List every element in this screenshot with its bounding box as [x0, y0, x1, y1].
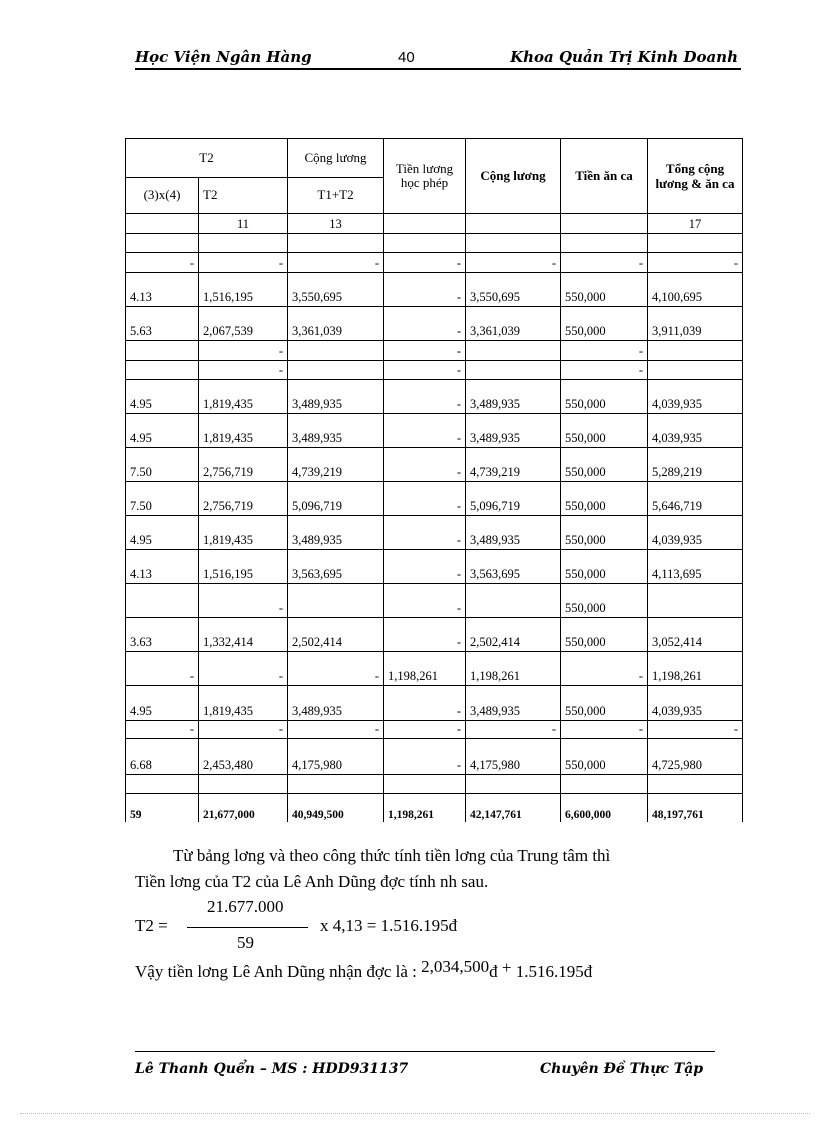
table-row	[126, 414, 743, 448]
table-cell: 5.63	[126, 307, 199, 341]
table-cell: -	[466, 253, 561, 273]
table-cell: 3,361,039	[466, 307, 561, 341]
table-cell: -	[648, 721, 743, 739]
table-cell: -	[384, 341, 466, 361]
table-cell: 17	[648, 214, 743, 234]
table-cell	[466, 214, 561, 234]
table-cell: 4,739,219	[288, 448, 384, 482]
table-cell: 550,000	[561, 618, 648, 652]
table-cell: 3,052,414	[648, 618, 743, 652]
table-cell: 59	[126, 794, 199, 822]
table-cell: 3,563,695	[466, 550, 561, 584]
table-cell	[648, 234, 743, 253]
table-cell: -	[199, 341, 288, 361]
table-cell	[288, 234, 384, 253]
fraction-bar	[187, 927, 308, 928]
table-cell: -	[384, 448, 466, 482]
table-cell: 4,039,935	[648, 414, 743, 448]
table-cell	[126, 214, 199, 234]
header-tien-luong-hoc-phep: Tiền lương học phép	[384, 139, 466, 214]
table-cell: 4.95	[126, 380, 199, 414]
table-cell	[384, 214, 466, 234]
table-cell: 550,000	[561, 482, 648, 516]
table-cell: -	[384, 380, 466, 414]
table-cell: -	[384, 550, 466, 584]
table-cell	[126, 775, 199, 794]
table-cell: 13	[288, 214, 384, 234]
table-cell: 550,000	[561, 550, 648, 584]
table-cell: 4.95	[126, 414, 199, 448]
table-cell: 550,000	[561, 584, 648, 618]
table-cell: 4,039,935	[648, 686, 743, 721]
header-faculty: Khoa Quản Trị Kinh Doanh	[510, 48, 738, 66]
table-cell: 2,756,719	[199, 448, 288, 482]
table-cell: 4,039,935	[648, 516, 743, 550]
table-cell: -	[561, 341, 648, 361]
table-cell	[466, 775, 561, 794]
amount-1: 2,034,500	[421, 957, 490, 976]
formula-numerator: 21.677.000	[207, 897, 284, 916]
table-cell: -	[199, 584, 288, 618]
table-cell: 550,000	[561, 380, 648, 414]
table-cell: -	[384, 273, 466, 307]
table-cell: -	[384, 739, 466, 775]
table-row	[126, 721, 743, 739]
footer-author: Lê Thanh Quển – MS : HDD931137	[135, 1061, 409, 1077]
table-row	[126, 307, 743, 341]
table-cell: 40,949,500	[288, 794, 384, 822]
table-cell	[561, 234, 648, 253]
header-cong-luong-top: Cộng lương	[288, 139, 384, 178]
table-cell: 3,550,695	[466, 273, 561, 307]
table-cell: 5,289,219	[648, 448, 743, 482]
plus-sign: +	[501, 958, 512, 977]
table-row	[126, 584, 743, 618]
table-cell: 550,000	[561, 448, 648, 482]
header-institution: Học Viện Ngân Hàng	[135, 48, 312, 66]
table-cell: 1,198,261	[384, 652, 466, 686]
table-cell: 1,516,195	[199, 550, 288, 584]
table-cell	[199, 775, 288, 794]
table-cell: -	[561, 253, 648, 273]
table-cell: -	[384, 516, 466, 550]
amount-2: 1.516.195đ	[515, 962, 593, 981]
header-cong-luong: Cộng lương	[466, 139, 561, 214]
table-cell: -	[466, 721, 561, 739]
table-cell: 4.13	[126, 273, 199, 307]
table-cell: 2,756,719	[199, 482, 288, 516]
table-cell	[561, 214, 648, 234]
table-cell	[126, 234, 199, 253]
table-row	[126, 380, 743, 414]
table-cell: 1,198,261	[648, 652, 743, 686]
table-cell: -	[561, 721, 648, 739]
table-cell: 4.13	[126, 550, 199, 584]
table-cell	[466, 361, 561, 380]
table-cell: 550,000	[561, 739, 648, 775]
table-cell: -	[384, 253, 466, 273]
table-row	[126, 253, 743, 273]
page-number: 40	[398, 49, 415, 66]
table-cell: -	[384, 361, 466, 380]
total-row	[126, 794, 743, 822]
table-cell: 6,600,000	[561, 794, 648, 822]
header-t2-group: T2	[126, 139, 288, 178]
table-row	[126, 775, 743, 794]
table-cell: 550,000	[561, 307, 648, 341]
table-cell: 4,739,219	[466, 448, 561, 482]
dong-sign: đ	[489, 962, 498, 981]
footer-rule	[135, 1051, 715, 1052]
table-cell	[199, 234, 288, 253]
table-cell: 2,502,414	[466, 618, 561, 652]
paragraph-1: Từ bảng lơng và theo công thức tính tiền lơng của Trung tâm thì	[173, 846, 611, 865]
table-cell: -	[199, 721, 288, 739]
header-tien-an-ca: Tiền ăn ca	[561, 139, 648, 214]
formula-denominator: 59	[237, 933, 254, 952]
table-cell: 5,096,719	[288, 482, 384, 516]
table-cell	[466, 234, 561, 253]
table-row	[126, 234, 743, 253]
table-cell	[648, 341, 743, 361]
table-cell: -	[288, 253, 384, 273]
table-row	[126, 739, 743, 775]
table-cell: 1,516,195	[199, 273, 288, 307]
table-cell: 550,000	[561, 414, 648, 448]
page-edge	[20, 1113, 810, 1114]
salary-table	[125, 138, 743, 822]
table-cell: -	[384, 307, 466, 341]
table-cell	[126, 584, 199, 618]
table-cell: 4,175,980	[466, 739, 561, 775]
table-cell: -	[561, 361, 648, 380]
table-row	[126, 361, 743, 380]
table-cell	[648, 584, 743, 618]
table-cell	[466, 584, 561, 618]
table-cell: -	[384, 721, 466, 739]
header-rule	[135, 68, 741, 70]
table-cell	[561, 775, 648, 794]
table-cell: 4,175,980	[288, 739, 384, 775]
table-cell: 2,502,414	[288, 618, 384, 652]
table-cell: 3,489,935	[288, 414, 384, 448]
table-row	[126, 448, 743, 482]
table-cell: 1,819,435	[199, 686, 288, 721]
table-cell: -	[126, 253, 199, 273]
table-cell: 42,147,761	[466, 794, 561, 822]
table-cell	[648, 361, 743, 380]
table-cell	[288, 775, 384, 794]
table-cell: 550,000	[561, 273, 648, 307]
column-number-row	[126, 214, 743, 234]
table-row	[126, 273, 743, 307]
table-cell: -	[199, 361, 288, 380]
table-cell: 550,000	[561, 516, 648, 550]
table-cell	[288, 584, 384, 618]
table-cell: 3,489,935	[466, 686, 561, 721]
table-cell: 3,361,039	[288, 307, 384, 341]
table-cell: 1,198,261	[466, 652, 561, 686]
table-cell: 3,489,935	[466, 414, 561, 448]
paragraph-2: Tiền lơng của T2 của Lê Anh Dũng đợc tính nh sau.	[135, 872, 489, 891]
table-cell	[648, 775, 743, 794]
table-cell	[126, 341, 199, 361]
table-cell: 4,100,695	[648, 273, 743, 307]
table-cell	[384, 775, 466, 794]
table-cell	[466, 341, 561, 361]
table-cell: 5,096,719	[466, 482, 561, 516]
table-cell: -	[561, 652, 648, 686]
table-cell	[384, 234, 466, 253]
header-tong-cong: Tổng cộng lương & ăn ca	[648, 139, 743, 214]
table-cell: 11	[199, 214, 288, 234]
table-cell: -	[126, 721, 199, 739]
table-cell: 7.50	[126, 482, 199, 516]
table-cell: 1,332,414	[199, 618, 288, 652]
table-cell: -	[384, 686, 466, 721]
table-cell: -	[384, 482, 466, 516]
table-cell: 1,819,435	[199, 516, 288, 550]
table-cell: -	[199, 253, 288, 273]
table-cell: 3.63	[126, 618, 199, 652]
header-3x4: (3)x(4)	[126, 178, 199, 214]
paragraph-3-text: Vậy tiền lơng Lê Anh Dũng nhận đợc là :	[135, 962, 417, 981]
table-cell: 7.50	[126, 448, 199, 482]
table-cell	[126, 361, 199, 380]
table-row	[126, 482, 743, 516]
table-row	[126, 618, 743, 652]
table-cell: 3,489,935	[288, 380, 384, 414]
table-cell: 2,453,480	[199, 739, 288, 775]
table-cell: 1,198,261	[384, 794, 466, 822]
table-cell: -	[384, 584, 466, 618]
table-cell: -	[199, 652, 288, 686]
table-row	[126, 516, 743, 550]
table-cell: -	[288, 721, 384, 739]
table-cell: 3,489,935	[288, 686, 384, 721]
table-cell	[288, 361, 384, 380]
table-cell: 4,725,980	[648, 739, 743, 775]
formula-result: x 4,13 = 1.516.195đ	[320, 916, 458, 935]
table-cell: 2,067,539	[199, 307, 288, 341]
table-cell: 3,489,935	[466, 516, 561, 550]
header-t1t2: T1+T2	[288, 178, 384, 214]
table-cell: 4,039,935	[648, 380, 743, 414]
table-row	[126, 652, 743, 686]
table-cell: 48,197,761	[648, 794, 743, 822]
table-cell: -	[648, 253, 743, 273]
table-row	[126, 341, 743, 361]
table-cell: -	[126, 652, 199, 686]
table-cell: 1,819,435	[199, 380, 288, 414]
table-row	[126, 550, 743, 584]
table-cell: 21,677,000	[199, 794, 288, 822]
table-cell: 5,646,719	[648, 482, 743, 516]
table-cell	[288, 341, 384, 361]
table-cell: 3,489,935	[288, 516, 384, 550]
table-cell: 1,819,435	[199, 414, 288, 448]
table-cell: 3,911,039	[648, 307, 743, 341]
table-cell: 4,113,695	[648, 550, 743, 584]
table-cell: 550,000	[561, 686, 648, 721]
table-cell: 4.95	[126, 686, 199, 721]
table-cell: -	[384, 414, 466, 448]
table-cell: 3,550,695	[288, 273, 384, 307]
paragraph-3	[135, 957, 593, 982]
table-cell: 3,563,695	[288, 550, 384, 584]
table-cell: 6.68	[126, 739, 199, 775]
table-cell: -	[384, 618, 466, 652]
formula-label: T2 =	[135, 916, 168, 935]
table-cell: -	[288, 652, 384, 686]
footer-title: Chuyên Đề Thực Tập	[540, 1061, 704, 1077]
table-cell: 4.95	[126, 516, 199, 550]
table-row	[126, 686, 743, 721]
table-cell: 3,489,935	[466, 380, 561, 414]
header-t2: T2	[199, 178, 288, 214]
